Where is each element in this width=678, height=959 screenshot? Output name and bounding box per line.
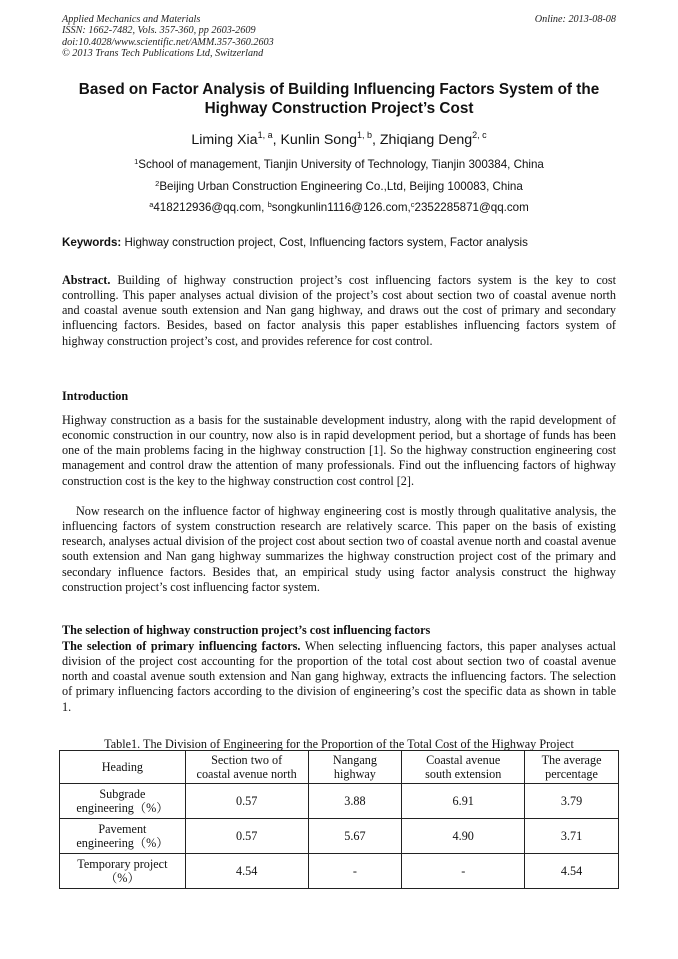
table-cell: - bbox=[308, 854, 402, 889]
affiliation-1 bbox=[40, 158, 638, 172]
table-header-cell: Section two of coastal avenue north bbox=[185, 751, 308, 784]
paper-title bbox=[40, 80, 638, 118]
email: 418212936@qq.com, bbox=[153, 201, 268, 214]
doi: doi:10.4028/www.scientific.net/AMM.357-360.2603 bbox=[62, 36, 274, 48]
affiliation-2 bbox=[40, 180, 638, 194]
email: songkunlin1116@126.com, bbox=[271, 201, 411, 214]
table-header-cell: Coastal avenue south extension bbox=[402, 751, 525, 784]
table-cell: - bbox=[402, 854, 525, 889]
table-row bbox=[60, 819, 619, 854]
table-cell: 3.71 bbox=[525, 819, 619, 854]
abstract bbox=[62, 273, 616, 349]
abstract-text: Building of highway construction project’s cost influencing factors system is the key to cost controlling. This paper analyses actual division of the project’s cost about section two of coastal avenue north and coastal avenue south extension and Nan gang highway, and draws out the cost of primary and secondary influencing factors. Besides, based on factor analysis this paper establishes influencing factors system of highway construction project’s cost, and provides reference for cost control. bbox=[62, 273, 616, 348]
author-separator: , bbox=[272, 132, 281, 148]
intro-paragraph-2: Now research on the influence factor of highway engineering cost is mostly through qualitative analysis, the influencing factors of system construction research are relatively scarce. This paper on the basis of existing research, analyses actual division of the project cost about section two of coastal avenue north and coastal avenue south extension and Nan gang highway summarizes the highway construction project cost of the primary and secondary influence factors. Besides that, an empirical study using factor analysis construct the highway construction project’s cost influencing factor system. bbox=[62, 504, 616, 594]
author-affiliation-mark: 2, c bbox=[472, 130, 487, 140]
row-label-cell: Pavement engineering（%） bbox=[60, 819, 186, 854]
cost-division-table bbox=[59, 750, 619, 889]
table-cell: 4.54 bbox=[185, 854, 308, 889]
row-label-cell: Temporary project （%） bbox=[60, 854, 186, 889]
author-separator: , bbox=[372, 132, 380, 148]
table-header-row bbox=[60, 751, 619, 784]
table-cell: 0.57 bbox=[185, 819, 308, 854]
table-cell: 3.88 bbox=[308, 784, 402, 819]
author-name: Zhiqiang Deng bbox=[379, 132, 473, 148]
author-name: Kunlin Song bbox=[280, 132, 357, 148]
keywords-text: Highway construction project, Cost, Influencing factors system, Factor analysis bbox=[121, 236, 528, 249]
table-cell: 4.90 bbox=[402, 819, 525, 854]
journal-name: Applied Mechanics and Materials bbox=[62, 14, 201, 25]
table-row bbox=[60, 854, 619, 889]
table-row bbox=[60, 784, 619, 819]
author-emails bbox=[40, 201, 638, 215]
table-cell: 0.57 bbox=[185, 784, 308, 819]
row-label-cell: Subgrade engineering（%） bbox=[60, 784, 186, 819]
table-cell: 4.54 bbox=[525, 854, 619, 889]
table-header-cell: Nangang highway bbox=[308, 751, 402, 784]
table-header-cell: The average percentage bbox=[525, 751, 619, 784]
issn: ISSN: 1662-7482, Vols. 357-360, pp 2603-2609 bbox=[62, 25, 256, 37]
author-affiliation-mark: 1, b bbox=[356, 130, 372, 140]
title-line-1: Based on Factor Analysis of Building Influencing Factors System of the bbox=[78, 81, 600, 98]
table-caption: Table1. The Division of Engineering for the Proportion of the Total Cost of the Highway Project bbox=[104, 737, 574, 751]
keywords bbox=[62, 236, 622, 250]
email: 2352285871@qq.com bbox=[414, 201, 529, 214]
table-cell: 3.79 bbox=[525, 784, 619, 819]
online-date: Online: 2013-08-08 bbox=[534, 14, 616, 25]
email-mark: b bbox=[267, 200, 272, 209]
affiliation-mark: 2 bbox=[155, 179, 160, 188]
table-cell: 6.91 bbox=[402, 784, 525, 819]
keywords-label: Keywords: bbox=[62, 236, 122, 249]
intro-heading: Introduction bbox=[62, 389, 129, 403]
intro-paragraph-1: Highway construction as a basis for the sustainable development industry, along with the rapid development of economic construction in our country, now also is in rapid development period, but a shortage of funds has been one of the main problems facing in the highway construction [1]. So the highway construction engineering cost management and control draw the attention of many professionals. Find out the influencing factors of highway construction cost is the key to the highway construction cost control [2]. bbox=[62, 413, 616, 488]
email-mark: a bbox=[149, 200, 154, 209]
author-list bbox=[40, 131, 638, 149]
table-header-cell: Heading bbox=[60, 751, 186, 784]
author-affiliation-mark: 1, a bbox=[257, 130, 273, 140]
copyright: © 2013 Trans Tech Publications Ltd, Switzerland bbox=[62, 47, 264, 59]
section-heading: The selection of highway construction project’s cost influencing factors bbox=[62, 623, 431, 637]
affiliation-mark: 1 bbox=[134, 157, 139, 166]
running-header bbox=[62, 14, 616, 59]
table-cell: 5.67 bbox=[308, 819, 402, 854]
email-mark: c bbox=[410, 200, 415, 209]
title-line-2: Highway Construction Project’s Cost bbox=[204, 100, 474, 117]
subsection-label: The selection of primary influencing factors. bbox=[62, 639, 301, 653]
affiliation-text: School of management, Tianjin University of Technology, Tianjin 300384, China bbox=[138, 158, 544, 171]
section-paragraph bbox=[62, 639, 616, 715]
abstract-label: Abstract. bbox=[62, 273, 111, 287]
author-name: Liming Xia bbox=[191, 132, 258, 148]
affiliation-text: Beijing Urban Construction Engineering Co.,Ltd, Beijing 100083, China bbox=[159, 180, 523, 193]
subsection-text: When selecting influencing factors, this paper analyses actual division of the project cost accounting for the proportion of the total cost about section two of coastal avenue north and coastal avenue south extension and Nan gang highway, extracts the influencing factors. The selection of primary influencing factors according to the division of engineering’s cost the specific data as shown in table 1. bbox=[62, 639, 616, 714]
